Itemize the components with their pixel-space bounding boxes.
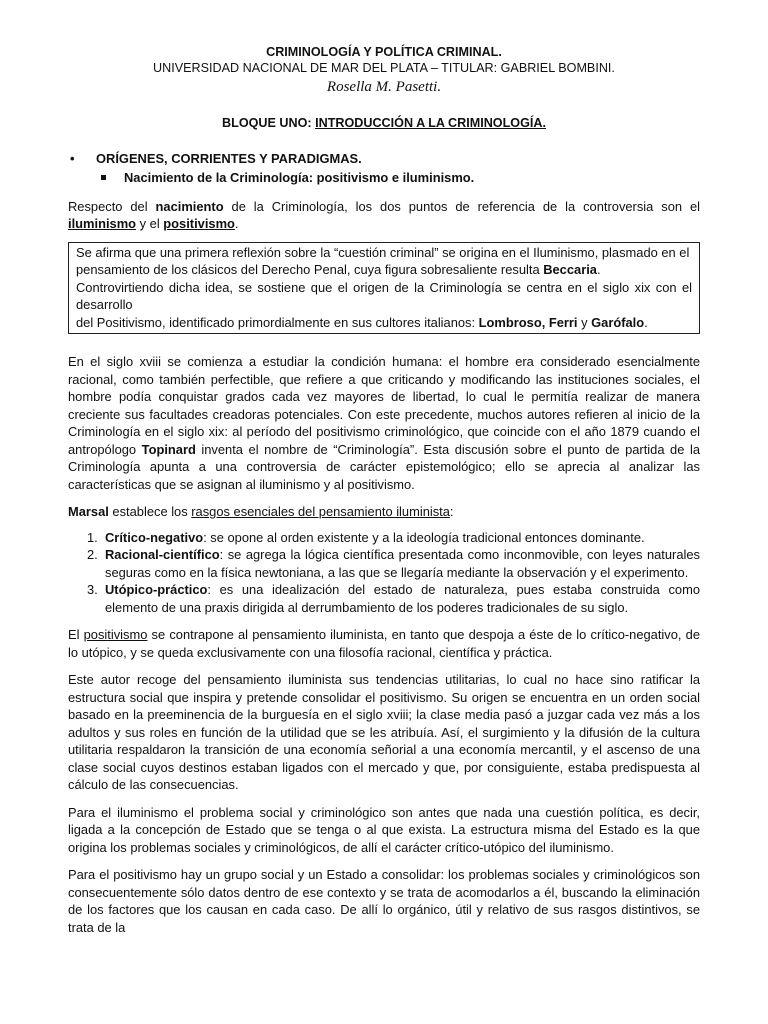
underlined-term: positivismo <box>83 627 148 642</box>
box-line <box>76 314 692 332</box>
underlined-term: rasgos esenciales del pensamiento iluminista <box>191 504 450 519</box>
text-run: pensamiento de los clásicos del Derecho Penal, cuya figura sobresaliente resulta <box>76 262 544 277</box>
section-heading <box>68 115 700 133</box>
section-prefix: BLOQUE UNO: <box>222 116 316 130</box>
list-number: 2. <box>87 547 98 562</box>
rasgos-list <box>68 529 700 617</box>
list-item <box>68 581 700 616</box>
text-run: y el <box>136 216 164 231</box>
text-run: : se opone al orden existente y a la ideología tradicional entonces dominante. <box>203 529 645 545</box>
paragraph-positivismo <box>68 626 700 661</box>
outline-subitem <box>96 169 700 186</box>
outline-subitem-label: Nacimiento de la Criminología: positivismo e iluminismo. <box>124 169 475 185</box>
text-run: establece los <box>108 504 192 519</box>
boxed-note <box>68 242 700 335</box>
text-run: El <box>68 627 84 642</box>
bold-underlined-term: positivismo <box>163 216 235 231</box>
paragraph-utilitarias: Este autor recoge del pensamiento iluminista sus tendencias utilitarias, lo cual no hace sino ratificar la estructura social que inspira y pretende consolidar el positivismo. Su origen se encuentra en un orden social basado en la preeminencia de la burguesía en el siglo xviii; la clase media pasó a juzgar cada vez más a los adultos y sus roles en función de la utilidad que se les atribuía. Así, el surgimiento y la difusión de la cultura utilitaria respaldaron la transición de una economía señorial a una economía mercantil, y el ascenso de una clase social cuyos destinos estaban ligados con el mercado y que, por consiguiente, estaba predispuesta al cálculo de las consecuencias. <box>68 672 700 792</box>
outline-item <box>68 150 700 186</box>
text-run: En el siglo xviii se comienza a estudiar la condición humana: el hombre era considerado esencialmente racional, como también perfectible, que refiere a que criticando y modificando las instituciones sociales, el hombre podía conquistar grados cada vez mayores de libertad, lo cual le permitía realizar de manera creciente sus facultades creadoras potenciales. Con este precedente, muchos autores refieren al inicio de la Criminología en el siglo xix: al período del positivismo criminológico, que coincide con el año 1879 cuando el antropólogo <box>68 354 700 457</box>
text-run: : <box>449 504 454 519</box>
outline-list <box>68 150 700 186</box>
box-line: Controvirtiendo dicha idea, se sostiene que el origen de la Criminología se centra en el siglo xix con el desarrollo <box>76 279 692 312</box>
text-run: . <box>234 216 239 231</box>
bold-term: Lombroso, Ferri <box>478 314 578 330</box>
author-name: Rosella M. Pasetti. <box>326 79 442 95</box>
list-number: 1. <box>87 529 98 545</box>
square-bullet-icon <box>101 175 106 180</box>
text-run: de la Criminología, los dos puntos de referencia de la controversia son el <box>223 198 700 214</box>
university-line: UNIVERSIDAD NACIONAL DE MAR DEL PLATA – TITULAR: GABRIEL BOMBINI. <box>153 61 615 75</box>
box-line: Se afirma que una primera reflexión sobre la “cuestión criminal” se origina en el Iluminismo, plasmado en el <box>76 244 690 260</box>
box-line <box>76 261 692 279</box>
bold-term: Topinard <box>141 441 196 457</box>
outline-sublist <box>96 169 700 186</box>
outline-item-label: ORÍGENES, CORRIENTES Y PARADIGMAS. <box>96 150 362 166</box>
list-number: 3. <box>87 582 98 597</box>
text-run: . <box>644 314 648 330</box>
section-title: INTRODUCCIÓN A LA CRIMINOLOGÍA. <box>315 116 546 130</box>
bold-term: Garófalo <box>591 314 645 330</box>
text-run: Respecto del <box>68 198 156 214</box>
paragraph-marsal <box>68 503 700 521</box>
text-run: del Positivismo, identificado primordialmente en sus cultores italianos: <box>76 314 479 330</box>
bold-term: Racional-científico <box>105 547 220 562</box>
text-run: se contrapone al pensamiento iluminista, en tanto que despoja a éste de lo crítico-negativo, de lo utópico, y se queda exclusivamente con una filosofía racional, científica y práctica. <box>68 627 700 660</box>
bold-term: Crítico-negativo <box>105 529 204 545</box>
bullet-icon: • <box>70 150 75 166</box>
bold-term: Utópico-práctico <box>105 582 208 597</box>
text-run: y <box>577 314 592 330</box>
text-run: : se agrega la lógica científica presentada como inconmovible, con leyes naturales seguras como en la física newtoniana, a las que se llegaría mediante la observación y el experimento. <box>105 547 700 580</box>
bold-term: Beccaria <box>543 262 597 277</box>
bold-term: Marsal <box>68 504 109 519</box>
text-run: . <box>596 262 601 277</box>
text-run: inventa el nombre de “Criminología”. Esta discusión sobre el punto de partida de la Criminología apunta a una controversia de carácter epistemológico; ello se aprecia al analizar las características que se asignan al iluminismo y al positivismo. <box>68 441 700 492</box>
document-header <box>68 44 700 97</box>
list-item <box>68 546 700 581</box>
paragraph-siglo-xviii <box>68 353 700 493</box>
list-item <box>68 529 700 547</box>
text-run: : es una idealización del estado de naturaleza, pues estaba construida como elemento de una praxis dirigida al derrumbamiento de los poderes tradicionales de su siglo. <box>105 582 700 615</box>
bold-underlined-term: iluminismo <box>68 216 137 231</box>
paragraph-nacimiento <box>68 198 700 233</box>
course-title: CRIMINOLOGÍA Y POLÍTICA CRIMINAL. <box>266 45 502 59</box>
bold-term: nacimiento <box>155 198 224 214</box>
paragraph-positivismo-estado: Para el positivismo hay un grupo social y un Estado a consolidar: los problemas sociales y criminológicos son consecuentemente sólo datos dentro de ese contexto y se trata de acomodarlos a él, buscando la eliminación de los factores que los causan en cada caso. De allí lo orgánico, útil y relativo de sus rasgos distintivos, se trata de la <box>68 867 700 935</box>
paragraph-iluminismo-politico: Para el iluminismo el problema social y criminológico son antes que nada una cuestión política, es decir, ligada a la concepción de Estado que se tenga o al que exista. La estructura misma del Estado es la que origina los problemas sociales y criminológicos, de allí el carácter crítico-utópico del iluminismo. <box>68 804 700 855</box>
